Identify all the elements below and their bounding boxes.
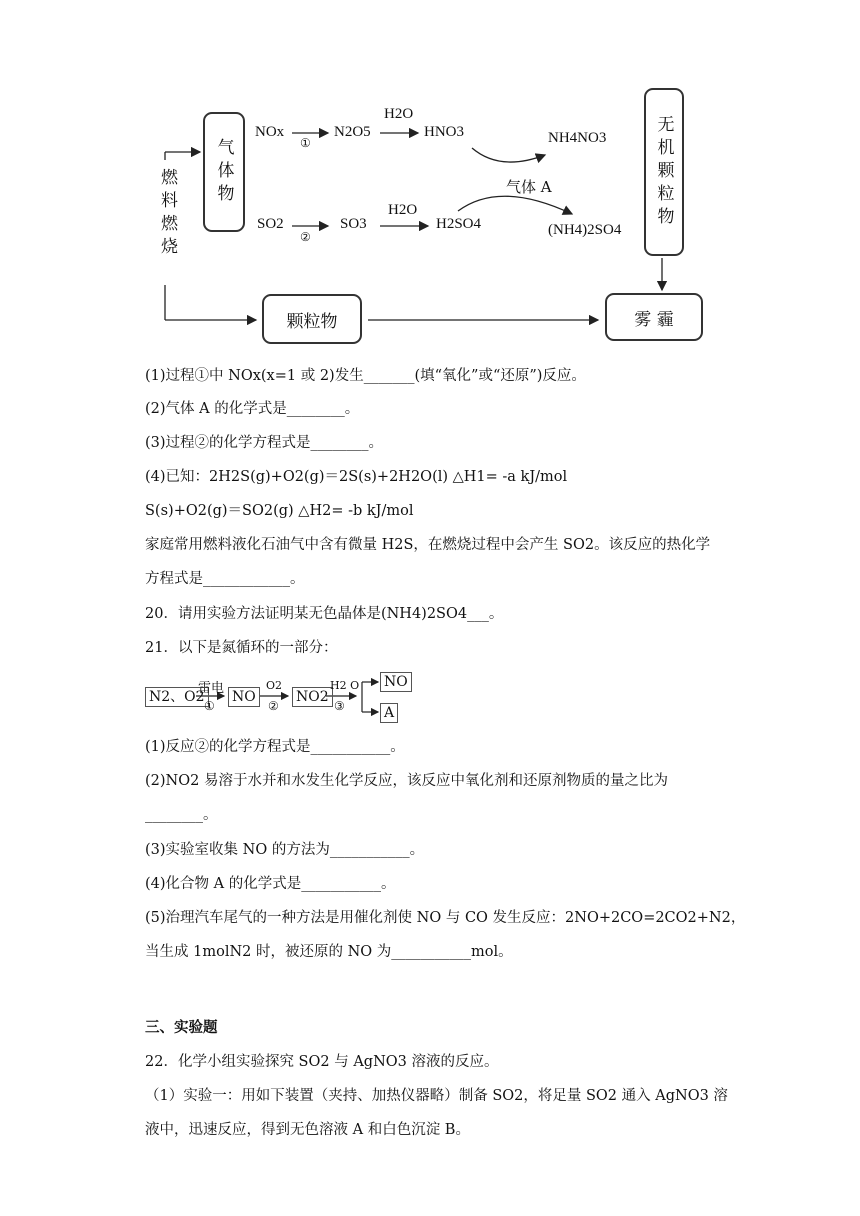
n-step2-marker: ② [268,699,279,713]
q19-part4-text1: 家庭常用燃料液化石油气中含有微量 H2S，在燃烧过程中会产生 SO2。该反应的热化学 [145,537,711,553]
particle-box [262,294,362,344]
no2-box: NO2 [292,687,333,707]
q19-part1: (1)过程①中 NOx(x=1 或 2)发生_______(填“氧化”或“还原”)反应。 [145,368,586,384]
fuel-combustion-label: 燃料燃烧 [157,168,177,260]
q22-intro: 22．化学小组实验探究 SO2 与 AgNO3 溶液的反应。 [145,1054,499,1070]
q21-intro: 21．以下是氮循环的一部分： [145,640,338,656]
nox-label: NOx [255,124,285,140]
q19-part2: (2)气体 A 的化学式是________。 [145,401,360,417]
so3-label: SO3 [340,216,367,232]
q19-part3: (3)过程②的化学方程式是________。 [145,435,384,451]
a-output-box: A [380,703,398,723]
q21-part5b: 当生成 1molN2 时，被还原的 NO 为___________mol。 [145,944,513,960]
gas-pollutant-box [203,112,245,232]
inorganic-particle-box [644,88,684,256]
q21-part4: (4)化合物 A 的化学式是___________。 [145,876,396,892]
no-output-box: NO [380,672,412,692]
smog-box [605,293,703,341]
h2so4-label: H2SO4 [436,216,482,232]
section3-heading: 三、实验题 [145,1019,218,1036]
q19-part4-given2: S(s)+O2(g)＝SO2(g) △H2= -b kJ/mol [145,503,414,519]
diagram-arrows [0,0,860,350]
q19-part4-text2: 方程式是____________。 [145,571,305,587]
n-step1-marker: ① [204,699,215,713]
so2-label: SO2 [257,216,284,232]
particle-label: 颗粒物 [286,311,338,332]
q19-part4-given1: (4)已知：2H2S(g)+O2(g)＝2S(s)+2H2O(l) △H1= -a kJ/mol [145,469,568,485]
water-label-2: H2O [388,202,418,218]
step1-marker: ① [300,136,311,150]
q21-part2a: (2)NO2 易溶于水并和水发生化学反应，该反应中氧化剂和还原剂物质的量之比为 [145,773,668,789]
lightning-label: 雷电 [198,681,225,696]
q22-part1a: （1）实验一：用如下装置（夹持、加热仪器略）制备 SO2，将足量 SO2 通入 AgNO3 溶 [145,1088,728,1104]
smog-label: 雾 霾 [634,309,674,330]
ammonium-sulfate-label: (NH4)2SO4 [548,222,622,238]
gas-a-label: 气体 A [506,178,552,196]
o2-label: O2 [266,679,283,692]
q21-part2b: ________。 [145,807,218,823]
n2-o2-box: N2、O2 [145,687,209,707]
water-label-1: H2O [384,106,414,122]
h2o-label: H2 O [330,679,360,692]
n-step3-marker: ③ [334,699,345,713]
q21-part3: (3)实验室收集 NO 的方法为___________。 [145,842,425,858]
q22-part1b: 液中，迅速反应，得到无色溶液 A 和白色沉淀 B。 [145,1122,470,1138]
q20: 20．请用实验方法证明某无色晶体是(NH4)2SO4___。 [145,606,504,622]
n2o5-label: N2O5 [334,124,371,140]
hno3-label: HNO3 [424,124,464,140]
inorganic-particle-label: 无机颗粒物 [653,114,674,230]
q21-part1: (1)反应②的化学方程式是___________。 [145,739,405,755]
nitrogen-cycle-arrows [0,660,860,730]
no-box: NO [228,687,260,707]
gas-pollutant-label: 气体物 [213,137,234,207]
step2-marker: ② [300,230,311,244]
nh4no3-label: NH4NO3 [548,130,607,146]
q21-part5a: (5)治理汽车尾气的一种方法是用催化剂使 NO 与 CO 发生反应：2NO+2CO=2CO2+N2， [145,910,746,926]
